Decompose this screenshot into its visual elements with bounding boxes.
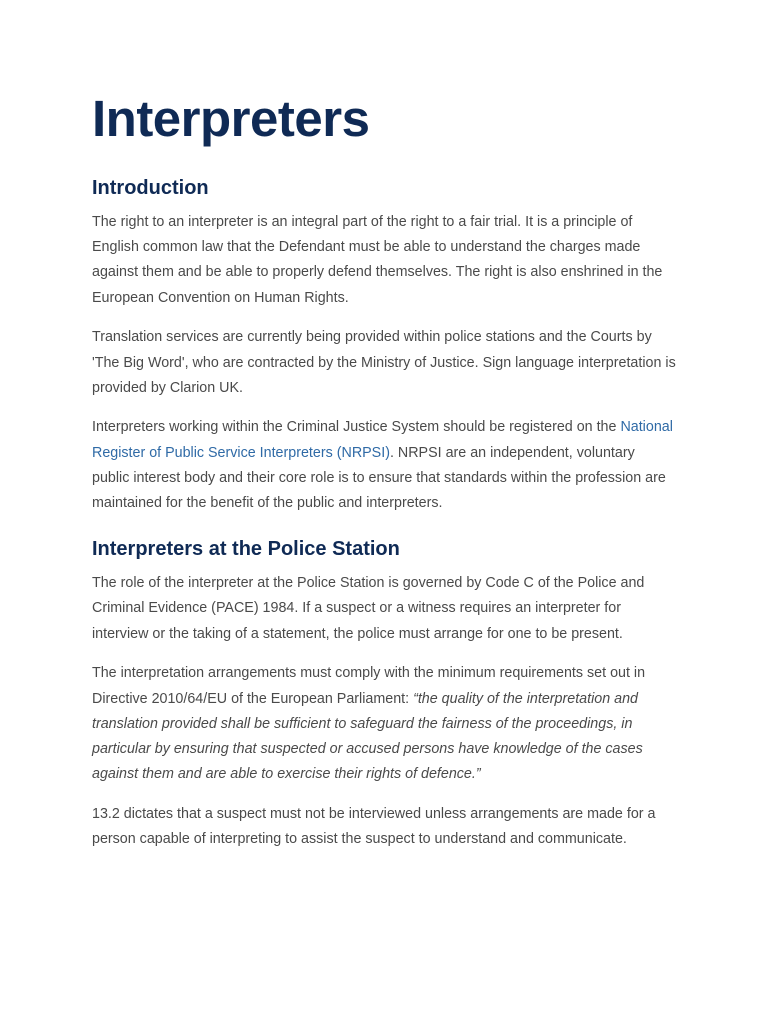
heading-introduction: Introduction: [92, 177, 209, 199]
nrpsi-link[interactable]: National Register of Public Service Interpreters (NRPSI): [92, 419, 673, 461]
paragraph-intro-1: The right to an interpreter is an integral part of the right to a fair trial. It is a principle of English common law that the Defendant must be able to understand the charges made against them and be able to properly defend themselves. The right is also enshrined in the European Convention on Human Rights.: [92, 214, 663, 306]
heading-police-station: Interpreters at the Police Station: [92, 538, 400, 561]
paragraph-police-3: 13.2 dictates that a suspect must not be interviewed unless arrangements are made for a person capable of interpreting to assist the suspect to understand and communicate.: [92, 805, 656, 848]
page-title: Interpreters: [92, 90, 370, 147]
directive-quote: “the quality of the interpretation and translation provided shall be sufficient to safeguard the fairness of the proceedings, in particular by ensuring that suspected or accused persons have knowledge of the cases against them and are able to exercise their rights of defence.”: [92, 690, 643, 783]
paragraph-intro-3-text-a: Interpreters working within the Criminal Justice System should be registered on the: [92, 419, 621, 436]
paragraph-intro-3-text-b: . NRPSI are an independent, voluntary public interest body and their core role is to ensure that standards within the profession are maintained for the benefit of the public and interpreters.: [92, 444, 666, 512]
paragraph-police-2-text: The interpretation arrangements must comply with the minimum requirements set out in Directive 2010/64/EU of the European Parliament:: [92, 665, 646, 707]
paragraph-intro-3: [92, 415, 676, 516]
paragraph-police-2: [92, 661, 676, 787]
paragraph-police-1: The role of the interpreter at the Police Station is governed by Code C of the Police and Criminal Evidence (PACE) 1984. If a suspect or a witness requires an interpreter for interview or the taking of a statement, the police must arrange for one to be present.: [92, 575, 645, 642]
paragraph-intro-2: Translation services are currently being provided within police stations and the Courts by 'The Big Word', who are contracted by the Ministry of Justice. Sign language interpretation is provided by Clarion UK.: [92, 329, 676, 396]
